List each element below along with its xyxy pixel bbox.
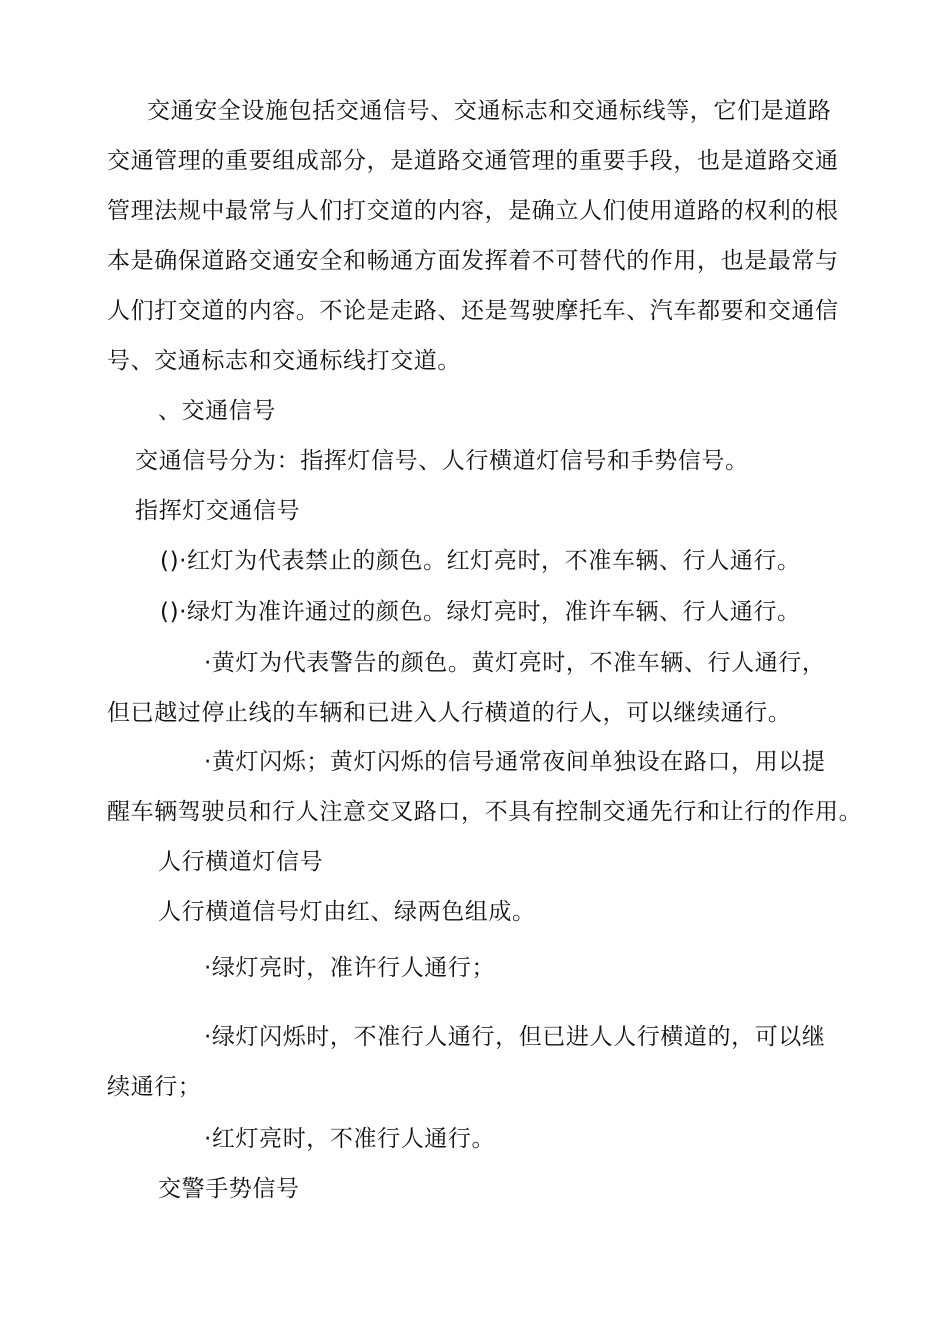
intro-line-1: 交通安全设施包括交通信号、交通标志和交通标线等，它们是道路 — [147, 98, 832, 124]
green-light-text: ()·绿灯为准许通过的颜色。绿灯亮时，准许车辆、行人通行。 — [160, 599, 801, 625]
heading-command-light: 指挥灯交通信号 — [135, 498, 301, 524]
intro-line-2: 交通管理的重要组成部分，是道路交通管理的重要手段，也是道路交通 — [107, 148, 839, 174]
heading-crosswalk-light: 人行横道灯信号 — [158, 849, 324, 875]
crosswalk-green-flash-line-1: ·绿灯闪烁时，不准行人通行，但已进人人行横道的，可以继 — [204, 1024, 826, 1050]
heading-police-gesture: 交警手势信号 — [158, 1176, 300, 1202]
intro-line-6: 号、交通标志和交通标线打交道。 — [107, 348, 461, 374]
intro-line-3: 管理法规中最常与人们打交道的内容，是确立人们使用道路的权利的根 — [107, 198, 839, 224]
crosswalk-red-text: ·红灯亮时，不准行人通行。 — [204, 1126, 496, 1152]
crosswalk-composition-text: 人行横道信号灯由红、绿两色组成。 — [158, 899, 536, 925]
red-light-text: ()·红灯为代表禁止的颜色。红灯亮时，不准车辆、行人通行。 — [160, 548, 801, 574]
section-heading-traffic-signal: 、交通信号 — [158, 398, 276, 424]
crosswalk-green-flash-line-2: 续通行； — [107, 1074, 202, 1100]
intro-line-5: 人们打交道的内容。不论是走路、还是驾驶摩托车、汽车都要和交通信 — [107, 298, 839, 324]
yellow-flash-line-2: 醒车辆驾驶员和行人注意交叉路口，不具有控制交通先行和让行的作用。 — [107, 799, 863, 825]
intro-line-4: 本是确保道路交通安全和畅通方面发挥着不可替代的作用，也是最常与 — [107, 248, 839, 274]
signal-types-text: 交通信号分为：指挥灯信号、人行横道灯信号和手势信号。 — [135, 448, 749, 474]
yellow-light-line-2: 但已越过停止线的车辆和已进入人行横道的行人，可以继续通行。 — [107, 700, 792, 726]
yellow-flash-line-1: ·黄灯闪烁；黄灯闪烁的信号通常夜间单独设在路口，用以提 — [204, 749, 826, 775]
yellow-light-line-1: ·黄灯为代表警告的颜色。黄灯亮时，不准车辆、行人通行， — [204, 650, 826, 676]
crosswalk-green-text: ·绿灯亮时，准许行人通行； — [204, 955, 496, 981]
